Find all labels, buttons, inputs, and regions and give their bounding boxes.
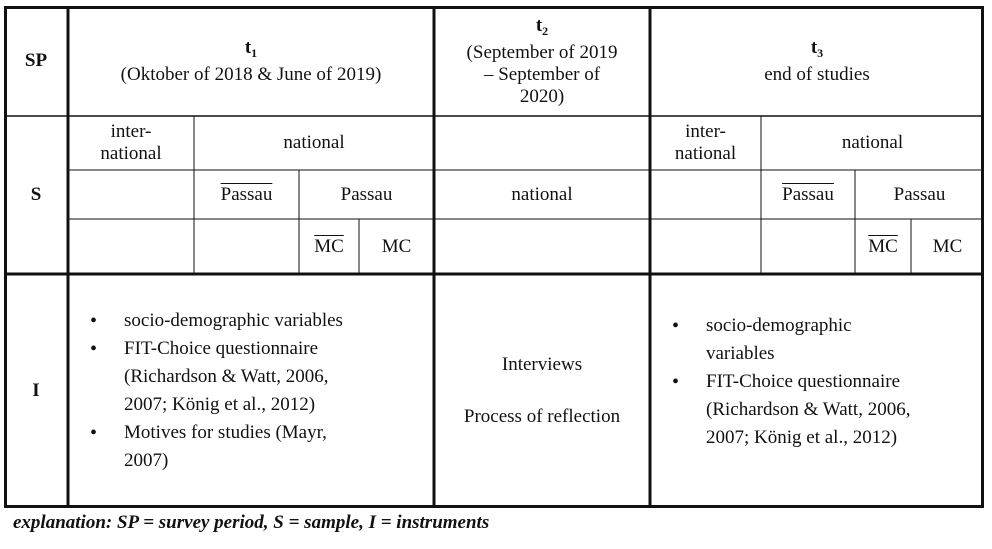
header-t3: [650, 6, 984, 116]
t3-not-mc: [855, 219, 911, 274]
t1-dates: (Oktober of 2018 & June of 2019): [120, 63, 382, 85]
t1-not-mc: [299, 219, 359, 274]
t3-instrument-list: [650, 312, 910, 452]
t3-national: national: [841, 132, 904, 153]
t1-not-mc-label: $\overline{MC}$: [314, 235, 344, 257]
header-t1: [68, 6, 434, 116]
t1-passau: Passau: [340, 183, 393, 205]
t3-index: 3: [817, 45, 824, 60]
t1-international-line1: inter-: [110, 121, 152, 142]
t1-national: national: [283, 132, 345, 153]
t3-not-passau-label: Passau: [782, 183, 834, 205]
t2-name: t: [535, 14, 543, 36]
t3-name: t: [810, 36, 818, 58]
table-caption: explanation: SP = survey period, S = sample, I = instruments: [13, 512, 490, 533]
t3-desc: end of studies: [764, 63, 870, 85]
t2-instruments: [434, 274, 650, 508]
t2-national: national: [511, 183, 573, 205]
t1-index: 1: [251, 45, 258, 60]
t1-instruments: [68, 274, 434, 508]
row-label-s: S: [30, 184, 42, 205]
t2-reflection: Process of reflection: [463, 406, 621, 427]
t2-dates-line2: – September of: [483, 63, 601, 85]
t1-mc: MC: [381, 235, 412, 257]
t1-not-passau-label: Passau: [220, 183, 273, 205]
t3-not-passau: [761, 170, 855, 219]
row-label-sp: SP: [24, 50, 48, 71]
row-label-i: I: [32, 380, 40, 401]
t1-name: t: [244, 36, 252, 58]
t3-not-mc-label: $\overline{MC}$: [868, 235, 898, 257]
t1-instrument-list: [68, 307, 343, 475]
t3-international: [650, 116, 761, 170]
t2-index: 2: [542, 23, 549, 38]
list-item: • FIT-Choice questionnaire (Richardson & Watt, 2006, 2007; König et al., 2012): [68, 335, 343, 419]
t3-international-line1: inter-: [685, 121, 726, 142]
t3-instruments: [650, 274, 984, 508]
t3-passau: Passau: [893, 183, 946, 205]
study-design-table: [4, 6, 984, 508]
t2-dates-line3: 2020): [519, 85, 565, 107]
header-t2: [434, 6, 650, 116]
t1-not-passau: [194, 170, 299, 219]
t1-international: [68, 116, 194, 170]
list-item: • FIT-Choice questionnaire (Richardson & Watt, 2006, 2007; König et al., 2012): [650, 368, 910, 452]
t2-interviews: Interviews: [501, 354, 583, 375]
t3-mc: MC: [932, 235, 963, 257]
t2-dates-line1: (September of 2019: [466, 41, 618, 63]
list-item: • socio-demographic variables: [650, 312, 910, 368]
list-item: • socio-demographic variables: [68, 307, 343, 335]
list-item: • Motives for studies (Mayr, 2007): [68, 419, 343, 475]
t1-international-line2: national: [100, 143, 162, 164]
t3-international-line2: national: [674, 143, 737, 164]
